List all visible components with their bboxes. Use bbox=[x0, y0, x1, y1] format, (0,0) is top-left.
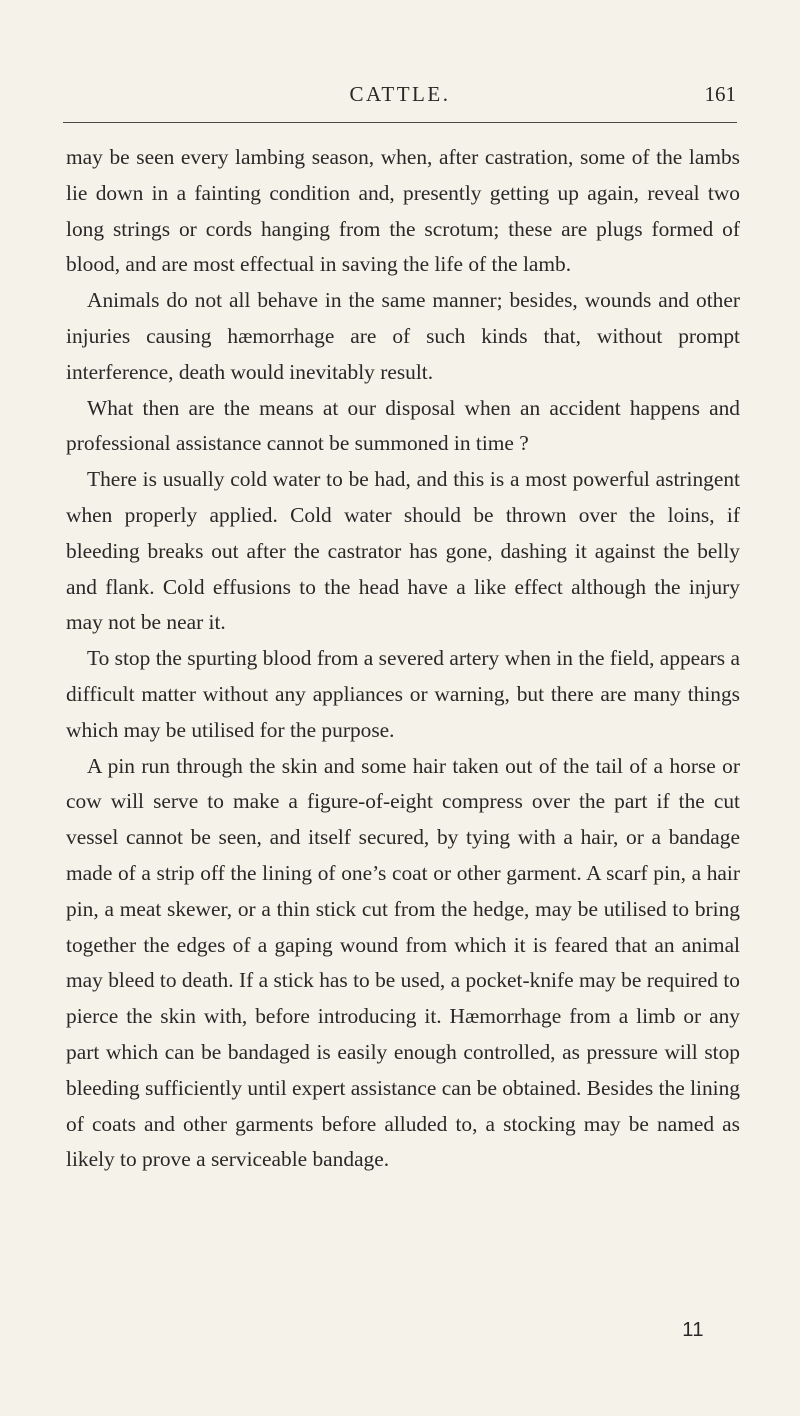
paragraph: A pin run through the skin and some hair taken out of the tail of a horse or cow will serve to make a figure-of-eight compress over the part if the cut vessel cannot be seen, and itself secured, by tying with a hair, or a bandage made of a strip off the lining of one’s coat or other garment. A scarf pin, a hair pin, a meat skewer, or a thin stick cut from the hedge, may be utilised to bring together the edges of a gaping wound from which it is feared that an animal may bleed to death. If a stick has to be used, a pocket-knife may be required to pierce the skin with, before introducing it. Hæmorrhage from a limb or any part which can be bandaged is easily enough controlled, as pressure will stop bleeding sufficiently until expert assistance can be obtained. Besides the lining of coats and other garments before alluded to, a stocking may be named as likely to prove a serviceable bandage. bbox=[66, 753, 740, 1172]
header-rule bbox=[63, 122, 737, 123]
paragraph: Animals do not all behave in the same manner; besides, wounds and other injuries causing hæmorrhage are of such kinds that, without prompt interference, death would inevitably result. bbox=[66, 288, 740, 384]
page-number: 161 bbox=[704, 82, 736, 106]
running-title: CATTLE. bbox=[349, 82, 451, 106]
signature-mark: 11 bbox=[682, 1319, 704, 1341]
paragraph: What then are the means at our disposal when an accident happens and professional assistance cannot be summoned in time ? bbox=[66, 395, 740, 456]
paragraph: may be seen every lambing season, when, after castration, some of the lambs lie down in a fainting condition and, presently getting up again, reveal two long strings or cords hanging from the scrotum; these are plugs formed of blood, and are most effectual in saving the life of the lamb. bbox=[66, 145, 740, 277]
body-text bbox=[66, 140, 740, 1178]
paragraph: There is usually cold water to be had, and this is a most powerful astringent when properly applied. Cold water should be thrown over the loins, if bleeding breaks out after the castrator has gone, dashing it against the belly and flank. Cold effusions to the head have a like effect although the injury may not be near it. bbox=[66, 467, 740, 635]
paragraph: To stop the spurting blood from a severed artery when in the field, appears a difficult matter without any appliances or warning, but there are many things which may be utilised for the purpose. bbox=[66, 646, 740, 742]
